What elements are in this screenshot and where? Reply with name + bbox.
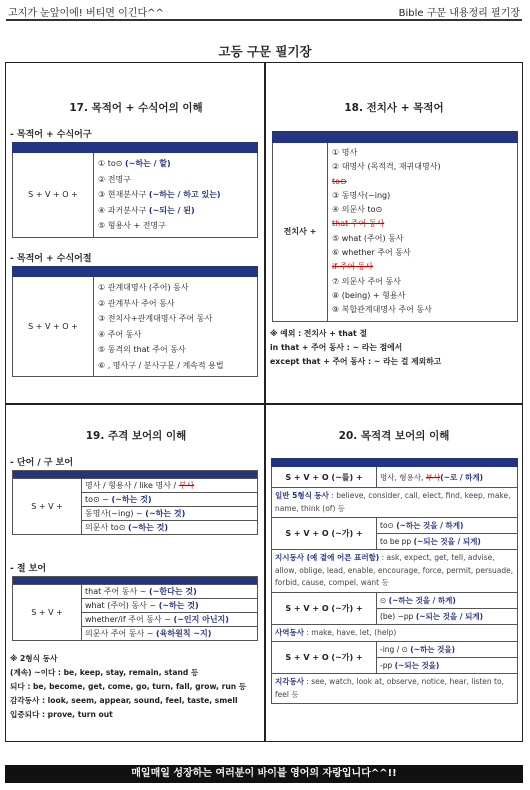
- s17-list1: [94, 153, 258, 238]
- s20-meaning: (~되는 것을 / 되게): [413, 537, 481, 546]
- s20-title: 20. 목적격 보어의 이해: [338, 430, 450, 442]
- s18-list: [328, 143, 518, 322]
- s20-meaning: (~하는 것을 / 하게): [396, 521, 464, 530]
- s20-meaning: (~하는 것을): [410, 645, 456, 654]
- s17-item: [98, 203, 253, 219]
- table-header-bar: [13, 267, 258, 277]
- s18-item: ① 명사: [332, 148, 358, 157]
- s20-verb-category: 지시동사 (예 곁에 어른 표러함): [275, 553, 380, 562]
- s20-verb-category: 사역동사: [275, 627, 304, 637]
- s20-struck-word: 부사: [425, 472, 441, 482]
- item-text: 형용사 + 전명구: [107, 221, 166, 230]
- table-header-bar: [13, 471, 258, 479]
- s19-note-line: ※ 2형식 동사: [10, 654, 58, 663]
- s19-cell: [82, 507, 258, 521]
- s20-complement: [377, 592, 518, 608]
- header-right-text: Bible 구문 내용정리 필기장: [398, 8, 520, 19]
- s18-struck-item: if 주어 동사: [332, 262, 374, 272]
- s18-note-line: ※ 예외 : 전치사 + that 절: [270, 329, 367, 338]
- s20-complement: [377, 642, 518, 658]
- s20-verb-list: : see, watch, look at, observe, notice, hear, listen to, feel 등: [275, 677, 504, 699]
- s19-cell-text: 의문사 to⊙: [85, 523, 126, 532]
- s18-item: ⑥ whether 주어 동사: [332, 248, 411, 258]
- s18-item: ② 대명사 (목적격, 재귀대명사): [332, 162, 441, 172]
- s20-complement: [377, 608, 518, 624]
- item-number: ④: [98, 205, 108, 215]
- s17-clause-item: ⑥ , 명사구 / 분사구문 / 계속적 용법: [98, 360, 224, 370]
- s19-note-line: 되다 : be, become, get, come, go, turn, fall, grow, run 등: [10, 682, 247, 691]
- s20-formula: S + V + O (~가) +: [272, 592, 377, 624]
- table-header-bar: [273, 132, 518, 143]
- s19-cell-text: what (주어) 동사 ~: [85, 601, 157, 610]
- s20-table: [271, 458, 518, 704]
- s19-cell-text: that 주어 동사 ~: [85, 587, 147, 596]
- item-meaning: (~되는 / 된): [148, 205, 195, 215]
- item-number: ⑤: [98, 221, 108, 230]
- s18-item: ⑦ 의문사 주어 동사: [332, 276, 401, 286]
- s17-title: 17. 목적어 + 수식어의 이해: [69, 102, 203, 114]
- s19-note-line: 입증되다 : prove, turn out: [10, 710, 113, 719]
- s17-clause-item: ④ 주어 동사: [98, 329, 142, 339]
- s18-item: ⑤ what (주어) 동사: [332, 233, 404, 243]
- s17-table2: [12, 266, 258, 377]
- table-header-bar: [272, 459, 518, 467]
- s18-struck-item: to⊙: [332, 176, 347, 186]
- s19-sub2: - 절 보어: [10, 564, 47, 574]
- s20-verb-category: 지각동사: [275, 677, 304, 686]
- s20-verb-note: [272, 674, 518, 704]
- s19-cell: [82, 613, 258, 627]
- item-meaning: (~하는 / 할): [125, 159, 171, 168]
- s20-meaning: (~되는 것을 / 되게): [415, 611, 483, 621]
- vertical-divider: [264, 62, 266, 742]
- s17-sub2: - 목적어 + 수식어절: [10, 254, 92, 264]
- page-title: 고등 구문 필기장: [218, 44, 312, 59]
- s17-clause-item: ⑤ 동격의 that 주어 동사: [98, 345, 186, 354]
- table-header-bar: [13, 143, 258, 153]
- s19-meaning: (~한다는 것): [149, 587, 197, 596]
- s17-table1: [12, 142, 258, 238]
- s20-meaning: (~로 / 하게): [440, 472, 484, 482]
- s19-meaning: (~하는 것): [158, 601, 199, 610]
- s19-table1: [12, 470, 258, 535]
- s19-cell-text: to⊙ ~: [85, 495, 109, 504]
- s18-item: ⑨ 복합관계대명사 주어 동사: [332, 305, 432, 315]
- s18-note-line: in that + 주어 동사 : ~ 라는 점에서: [270, 343, 403, 352]
- s20-text: to⊙: [380, 521, 397, 530]
- s20-meaning: (~하는 것을 / 하게): [388, 595, 456, 605]
- s17-formula2: S + V + O +: [13, 277, 94, 377]
- s19-cell-text: whether/if 주어 동사 ~: [85, 615, 171, 624]
- s18-note-line: except that + 주어 동사 : ~ 라는 걸 제외하고: [270, 357, 442, 366]
- s17-list2: [94, 277, 258, 377]
- s19-cell: [82, 585, 258, 599]
- s19-cell: [82, 627, 258, 641]
- s20-text: to be pp: [380, 537, 414, 546]
- s19-cell: [82, 521, 258, 535]
- s17-item: [98, 218, 253, 234]
- item-meaning: (~하는 / 하고 있는): [148, 190, 221, 199]
- s20-verb-list: : make, have, let, (help): [303, 627, 397, 637]
- s18-item: ③ 동명사(~ing): [332, 190, 391, 200]
- s20-complement: [377, 534, 518, 550]
- s19-formula: S + V +: [13, 585, 82, 641]
- item-number: ②: [98, 174, 108, 184]
- s20-verb-note: [272, 488, 518, 518]
- item-text: 현재분사구: [107, 190, 149, 199]
- s17-item: [98, 156, 253, 172]
- s20-text: ⊙: [380, 595, 389, 605]
- item-text: 전명구: [107, 174, 131, 184]
- item-number: ③: [98, 190, 108, 199]
- s17-clause-item: ② 관계부사 주어 동사: [98, 298, 175, 308]
- s20-verb-note: [272, 550, 518, 593]
- s19-table2: [12, 576, 258, 641]
- s20-formula: S + V + O (~가) +: [272, 642, 377, 674]
- s17-item: [98, 187, 253, 203]
- s19-formula: S + V +: [13, 479, 82, 535]
- s20-text: -ing / ⊙: [380, 645, 411, 654]
- s17-clause-item: ③ 전치사+관계대명사 주어 동사: [98, 314, 213, 323]
- s17-clause-item: ① 관계대명사 (주어) 동사: [98, 283, 189, 292]
- s19-sub1: - 단어 / 구 보어: [10, 458, 74, 468]
- s17-formula1: S + V + O +: [13, 153, 94, 238]
- s20-verb-list: : ask, expect, get, tell, advise, allow, oblige, lead, enable, encourage, force, permit, persuade, forbid, cause, compel, want 등: [275, 553, 514, 587]
- s20-formula: S + V + O (~를) +: [272, 467, 377, 488]
- s19-cell: [82, 479, 258, 493]
- s20-text: (be) ~pp: [380, 611, 416, 621]
- s20-complement: [377, 658, 518, 674]
- s20-formula: S + V + O (~가) +: [272, 518, 377, 550]
- s17-item: [98, 172, 253, 188]
- item-number: ①: [98, 159, 108, 168]
- s20-meaning: (~되는 것을): [394, 661, 440, 670]
- s18-table: [272, 131, 518, 322]
- s20-verb-note: [272, 624, 518, 642]
- page-header: [6, 3, 522, 21]
- s19-meaning: (~하는 것): [111, 495, 152, 504]
- s18-item: ④ 의문사 to⊙: [332, 205, 383, 215]
- item-text: 과거분사구: [107, 205, 149, 215]
- s18-label: 전치사 +: [273, 143, 328, 322]
- s19-title: 19. 주격 보어의 이해: [85, 430, 187, 442]
- s19-note-line: (계속) ~이다 : be, keep, stay, remain, stand 등: [10, 668, 199, 677]
- s19-row: [13, 479, 258, 493]
- s20-text: 명사, 형용사,: [380, 472, 426, 482]
- s19-cell-text: 동명사(~ing) ~: [85, 509, 143, 518]
- s19-cell-text: 명사 / 형용사 / like 명사 /: [85, 481, 179, 490]
- s19-notes: [10, 652, 246, 722]
- s18-notes: [270, 327, 441, 369]
- s19-meaning: (~하는 것): [145, 509, 186, 518]
- item-text: to⊙: [107, 159, 125, 168]
- footer-banner: 매일매일 성장하는 여러분이 바이블 영어의 자랑입니다^^!!: [5, 765, 523, 783]
- s19-note-line: 감각동사 : look, seem, appear, sound, feel, taste, smell: [10, 696, 238, 705]
- s18-item: ⑧ (being) + 형용사: [332, 290, 406, 300]
- s20-complement: [377, 467, 518, 488]
- s19-row: [13, 585, 258, 599]
- header-left-text: 고지가 눈앞이에! 버티면 이긴다^^: [8, 8, 164, 19]
- s19-cell-text: 의문사 주어 동사 ~: [85, 629, 154, 638]
- s17-sub1: - 목적어 + 수식어구: [10, 130, 92, 140]
- s20-text: -pp: [380, 661, 395, 670]
- s19-cell: [82, 493, 258, 507]
- s19-cell: [82, 599, 258, 613]
- s19-meaning: (육하원칙 ~지): [155, 629, 212, 638]
- s18-title: 18. 전치사 + 목적어: [344, 102, 444, 114]
- s19-meaning: (~하는 것): [128, 523, 169, 532]
- s19-meaning: (~인지 아닌지): [173, 615, 229, 624]
- table-header-bar: [13, 577, 258, 585]
- s20-complement: [377, 518, 518, 534]
- s20-verb-list: : believe, consider, call, elect, find, keep, make, name, think (of) 등: [275, 491, 511, 513]
- horizontal-divider: [5, 403, 523, 405]
- s20-verb-category: 일반 5형식 동사: [275, 491, 329, 500]
- s18-struck-item: that 주어 동사: [332, 219, 385, 229]
- s19-struck-word: 부사: [178, 481, 195, 490]
